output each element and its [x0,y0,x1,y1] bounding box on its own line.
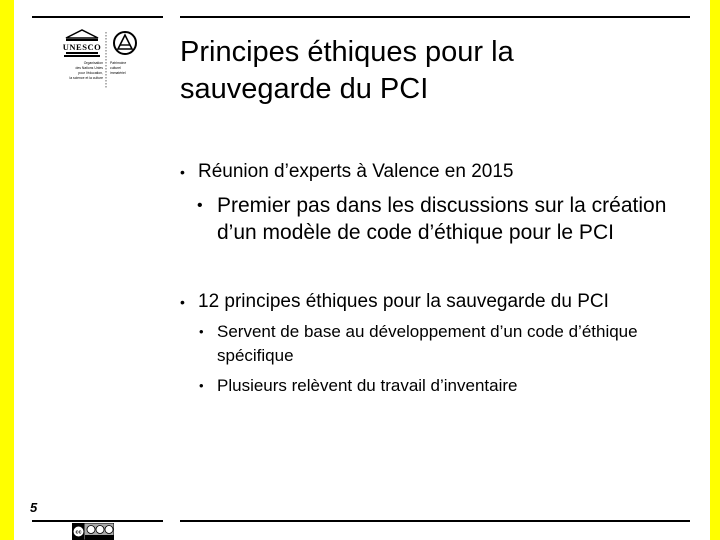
logo-convention-line-2: culturel [110,66,121,70]
slide-title-line-1: Principes éthiques pour la [180,36,514,68]
bullet-level2 [199,374,518,398]
top-right-rule [180,16,690,18]
logo-convention-line-3: immatériel [110,71,126,75]
bullet-level2 [197,192,667,246]
bullet-level1 [180,160,514,184]
bullet-text: Servent de base au développement d’un code d’éthique spécifique [217,322,638,365]
logo-org-line-2: des Nations Unies [75,66,103,70]
logo-org-line-1: Organisation [83,61,103,65]
slide-title [180,34,680,108]
bullet-marker: • [197,197,203,214]
top-left-rule [32,16,163,18]
bullet-text: Premier pas dans les discussions sur la création d’un modèle de code d’éthique pour le PCI [217,194,667,244]
bullet-text: 12 principes éthiques pour la sauvegarde du PCI [198,291,609,312]
unesco-logo [52,28,144,90]
logo-org-line-3: pour l'éducation, [78,71,103,75]
bullet-level1 [180,290,609,314]
unesco-temple-icon [63,30,101,57]
logo-org-line-4: la science et la culture [69,76,103,80]
bullet-marker: • [199,378,204,393]
bullet-marker: • [180,294,185,310]
creative-commons-by-nc-sa-icon [72,523,114,540]
bullet-text: Réunion d’experts à Valence en 2015 [198,161,514,182]
ich-convention-icon [114,32,136,54]
bullet-marker: • [199,324,204,339]
svg-text:cc: cc [75,529,82,536]
bullet-level2 [199,320,659,368]
svg-text:UNESCO: UNESCO [62,42,102,52]
bullet-text: Plusieurs relèvent du travail d’inventaire [217,376,518,395]
bottom-right-rule [180,520,690,522]
slide-title-line-2: sauvegarde du PCI [180,73,429,105]
logo-convention-line-1: Patrimoine [110,61,127,65]
page-number: 5 [30,500,38,515]
bullet-marker: • [180,164,185,180]
bottom-left-rule [32,520,163,522]
